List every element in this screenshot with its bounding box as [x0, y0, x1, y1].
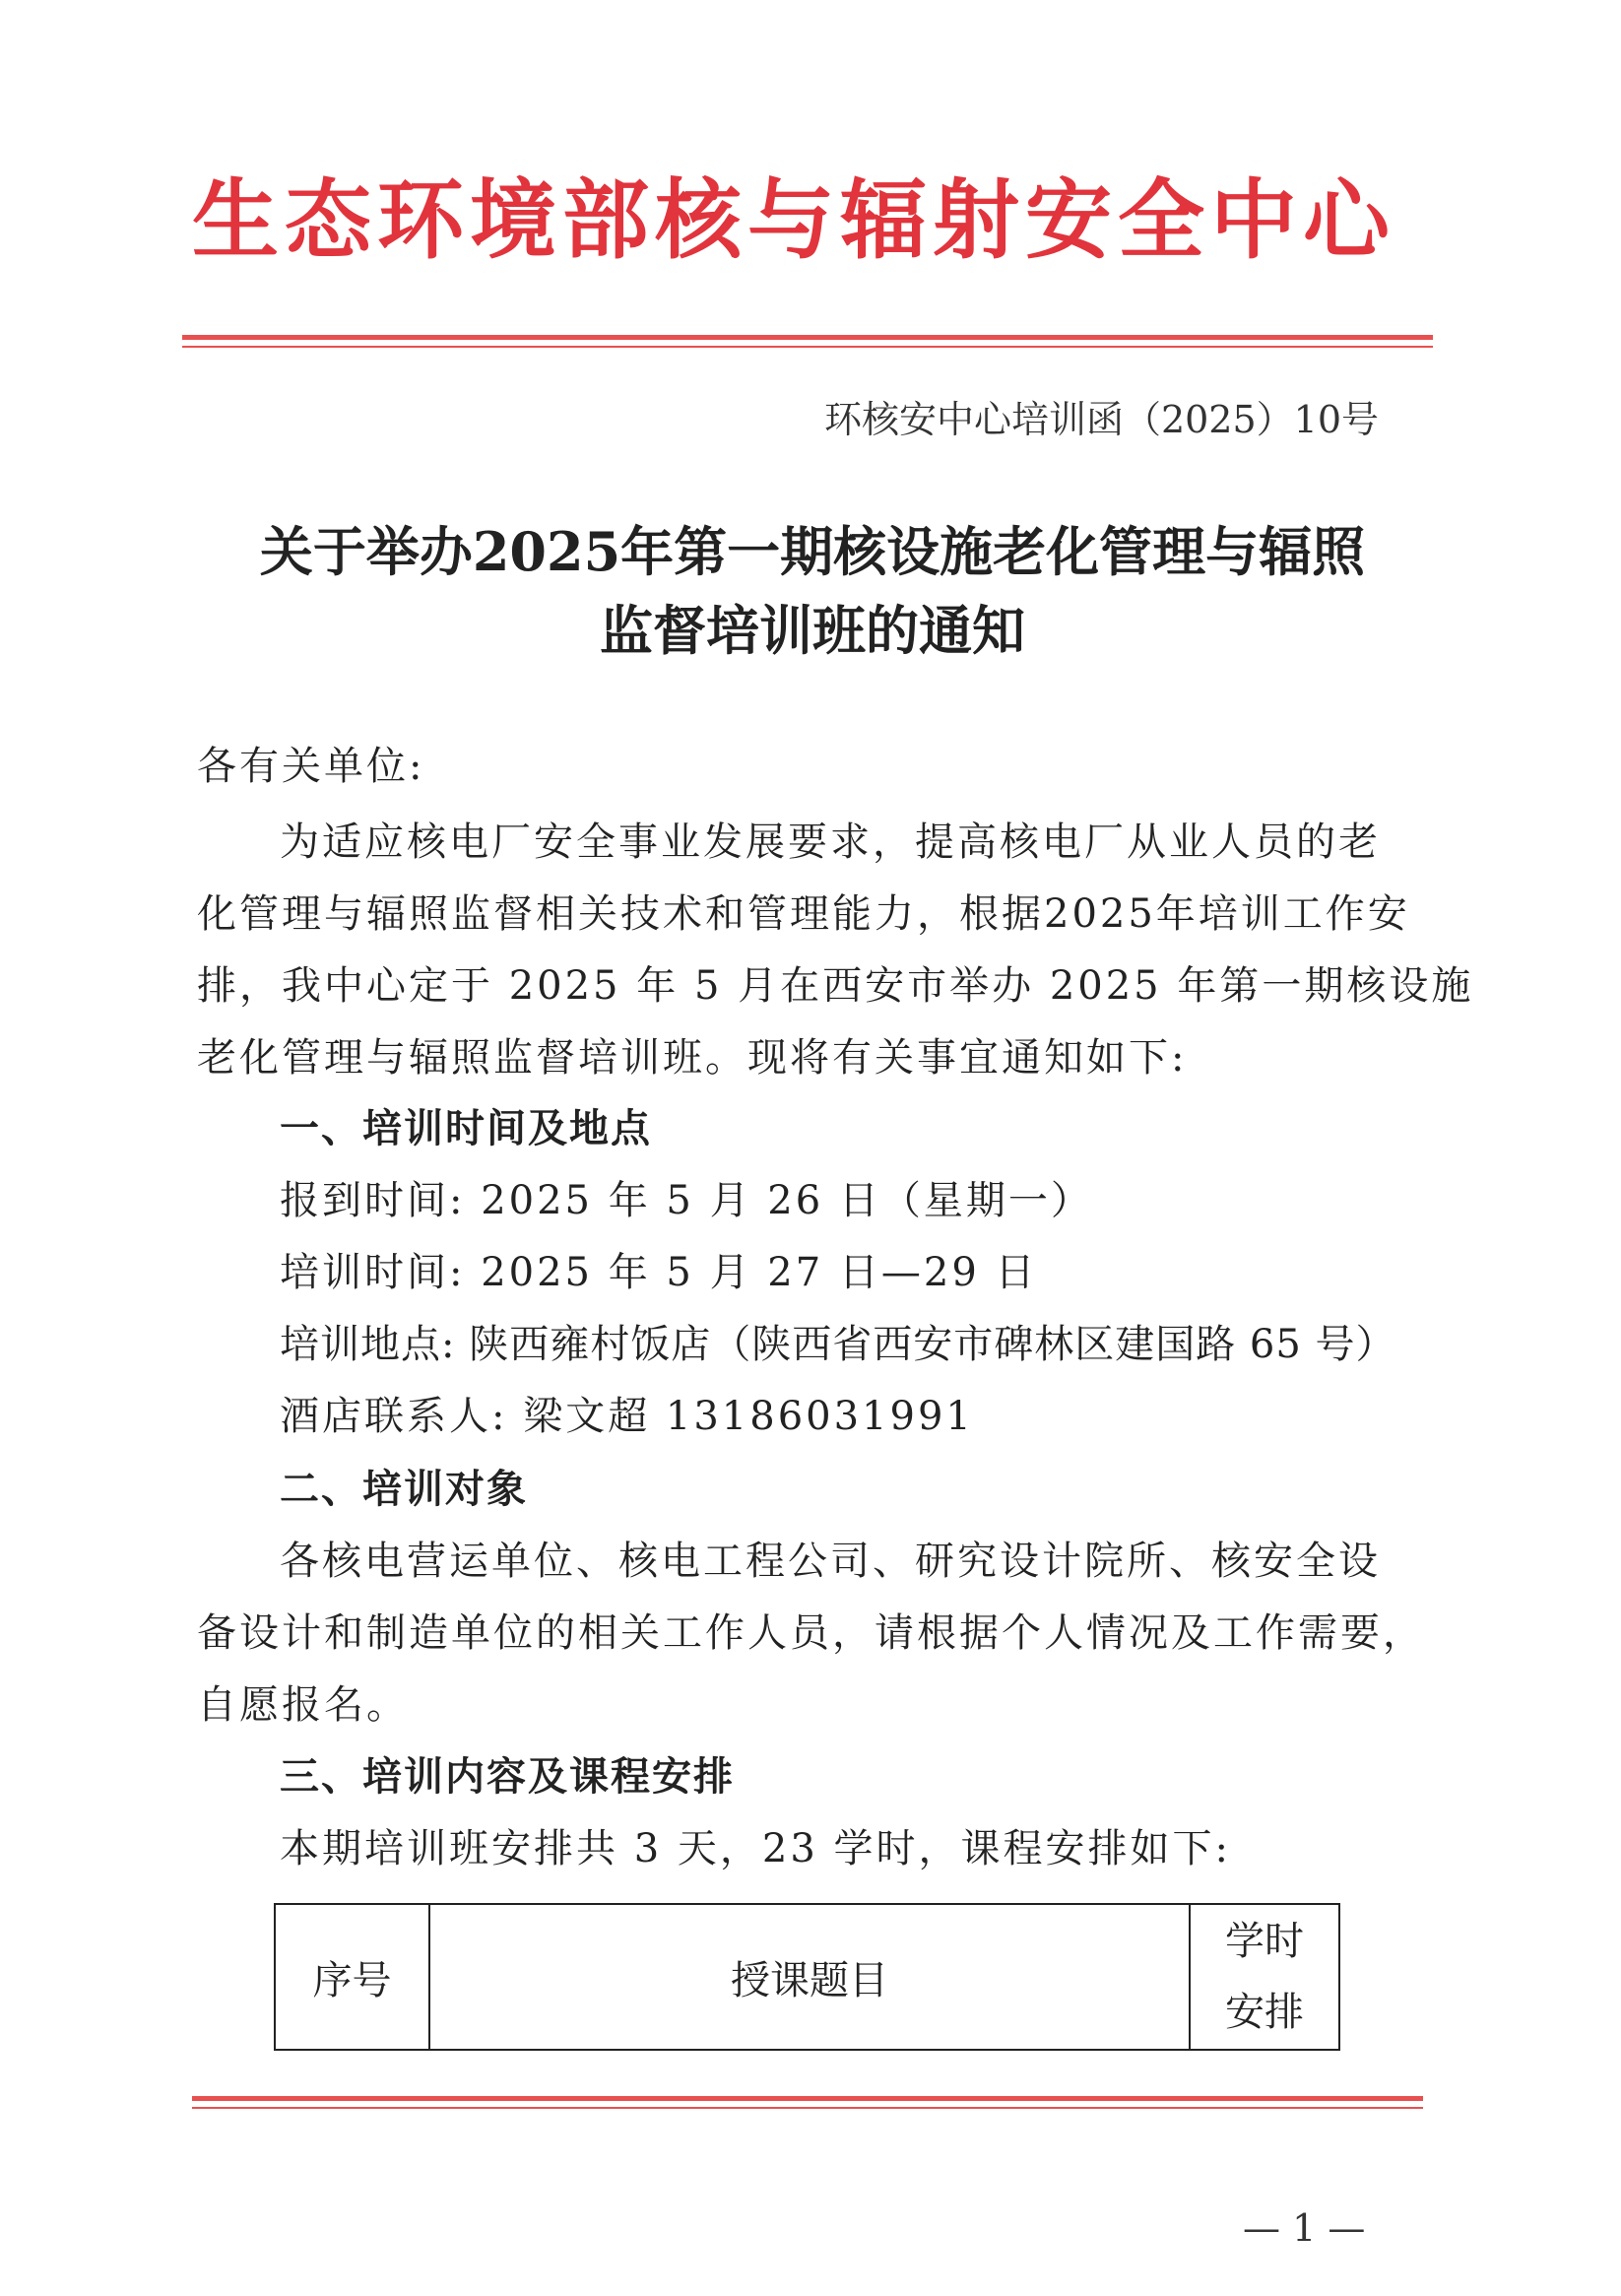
section-1-line-3: 培训地点: 陕西雍村饭店（陕西省西安市碑林区建国路 65 号） — [280, 1322, 1396, 1367]
header-topic: 授课题目 — [429, 1904, 1190, 2050]
course-schedule-table — [274, 1903, 1340, 2051]
section-3-heading: 三、培训内容及课程安排 — [280, 1754, 735, 1800]
header-seq: 序号 — [275, 1904, 429, 2050]
title-line-2: 监督培训班的通知 — [600, 599, 1025, 662]
section-1-line-2: 培训时间: 2025 年 5 月 27 日—29 日 — [280, 1250, 1038, 1295]
section-1-line-1: 报到时间: 2025 年 5 月 26 日（星期一） — [280, 1178, 1093, 1223]
section-1-heading: 一、培训时间及地点 — [280, 1106, 652, 1151]
salutation: 各有关单位: — [197, 744, 425, 789]
document-number: 环核安中心培训函（2025）10号 — [823, 398, 1379, 441]
footer-rule-thick — [192, 2096, 1423, 2101]
intro-line-4: 老化管理与辐照监督培训班。现将有关事宜通知如下: — [197, 1035, 1188, 1081]
page-number: — 1 — — [1243, 2206, 1366, 2250]
header-hours-line-1: 学时 — [1225, 1919, 1304, 1964]
intro-line-2: 化管理与辐照监督相关技术和管理能力，根据2025年培训工作安 — [197, 891, 1410, 937]
header-hours — [1190, 1904, 1339, 2050]
section-2-line-1: 各核电营运单位、核电工程公司、研究设计院所、核安全设 — [280, 1539, 1381, 1584]
section-2-heading: 二、培训对象 — [280, 1467, 528, 1512]
section-2-line-3: 自愿报名。 — [197, 1682, 409, 1728]
footer-rule-thin — [192, 2107, 1423, 2109]
table-header-row — [275, 1904, 1339, 2050]
section-1-line-4: 酒店联系人: 梁文超 13186031991 — [280, 1394, 974, 1439]
section-3-intro: 本期培训班安排共 3 天，23 学时，课程安排如下: — [280, 1826, 1231, 1871]
intro-line-3: 排，我中心定于 2025 年 5 月在西安市举办 2025 年第一期核设施 — [197, 963, 1474, 1009]
intro-line-1: 为适应核电厂安全事业发展要求，提高核电厂从业人员的老 — [280, 820, 1381, 865]
section-2-line-2: 备设计和制造单位的相关工作人员，请根据个人情况及工作需要， — [197, 1610, 1425, 1656]
title-line-1: 关于举办2025年第一期核设施老化管理与辐照 — [259, 520, 1366, 583]
header-hours-line-2: 安排 — [1225, 1990, 1304, 2035]
issuing-organization: 生态环境部核与辐射安全中心 — [192, 169, 1396, 271]
